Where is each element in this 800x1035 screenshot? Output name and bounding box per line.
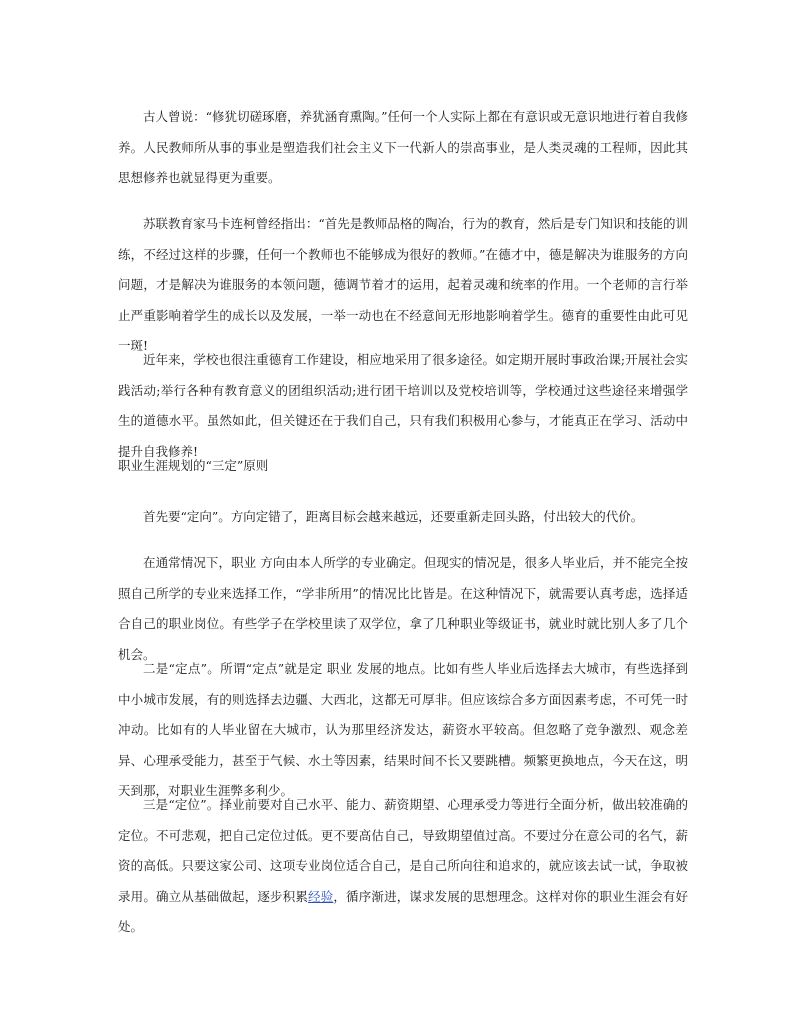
- paragraph-makarenko: 苏联教育家马卡连柯曾经指出：“首先是教师品格的陶冶，行为的教育，然后是专门知识和技能的训练，不经过这样的步骤，任何一个教师也不能够成为很好的教师。”在德才中，德是解决为谁服务的方向问题，才是解决为谁服务的本领问题，德调节着才的运用，起着灵魂和统率的作用。一个老师的言行举止严重影响着学生的成长以及发展，一举一动也在不经意间无形地影响着学生。德育的重要性由此可见一斑!: [118, 216, 688, 353]
- paragraph-positioning: [118, 790, 688, 943]
- paragraph-self-cultivation: 古人曾说：“修犹切磋琢磨，养犹涵育熏陶。”任何一个人实际上都在有意识或无意识地进行着自我修养。人民教师所从事的事业是塑造我们社会主义下一代新人的崇高事业，是人类灵魂的工程师，因此其思想修养也就显得更为重要。: [118, 109, 688, 185]
- paragraph-positioning-text-end: ，循序渐进，谋求发展的思想理念。这样对你的职业生涯会有好处。: [118, 888, 688, 934]
- paragraph-positioning-text: 三是“定位”。择业前要对自己水平、能力、薪资期望、心理承受力等进行全面分析，做出较准确的定位。不可悲观，把自己定位过低。更不要高估自己，导致期望值过高。不要过分在意公司的名气，薪资的高低。只要这家公司、这项专业岗位适合自己，是自己所向往和追求的，就应该去试一试，争取被录用。确立从基础做起，逐步积累: [118, 797, 688, 904]
- experience-link[interactable]: 经验: [308, 888, 334, 904]
- section-heading: 职业生涯规划的“三定”原则: [118, 458, 269, 473]
- paragraph-career-direction-detail: 在通常情况下，职业 方向由本人所学的专业确定。但现实的情况是，很多人毕业后，并不能完全按照自己所学的专业来选择工作，“学非所用”的情况比比皆是。在这种情况下，就需要认真考虑，选择适合自己的职业岗位。有些学子在学校里读了双学位，拿了几种职业等级证书，就业时就比别人多了几个机会。: [118, 555, 688, 662]
- paragraph-location: 二是“定点”。所谓“定点”就是定 职业 发展的地点。比如有些人毕业后选择去大城市，有些选择到中小城市发展，有的则选择去边疆、大西北，这都无可厚非。但应该综合多方面因素考虑，不可凭一时冲动。比如有的人毕业留在大城市，认为那里经济发达，薪资水平较高。但忽略了竞争激烈、观念差异、心理承受能力，甚至于气候、水土等因素，结果时间不长又要跳槽。频繁更换地点，今天在这，明天到那，对职业生涯弊多利少。: [118, 661, 688, 798]
- paragraph-school-moral-education: 近年来，学校也很注重德育工作建设，相应地采用了很多途径。如定期开展时事政治课;开展社会实践活动;举行各种有教育意义的团组织活动;进行团干培训以及党校培训等，学校通过这些途径来增强学生的道德水平。虽然如此，但关键还在于我们自己，只有我们积极用心参与，才能真正在学习、活动中提升自我修养!: [118, 352, 688, 459]
- paragraph-direction: 首先要“定向”。方向定错了，距离目标会越来越远，还要重新走回头路，付出较大的代价。: [143, 509, 644, 524]
